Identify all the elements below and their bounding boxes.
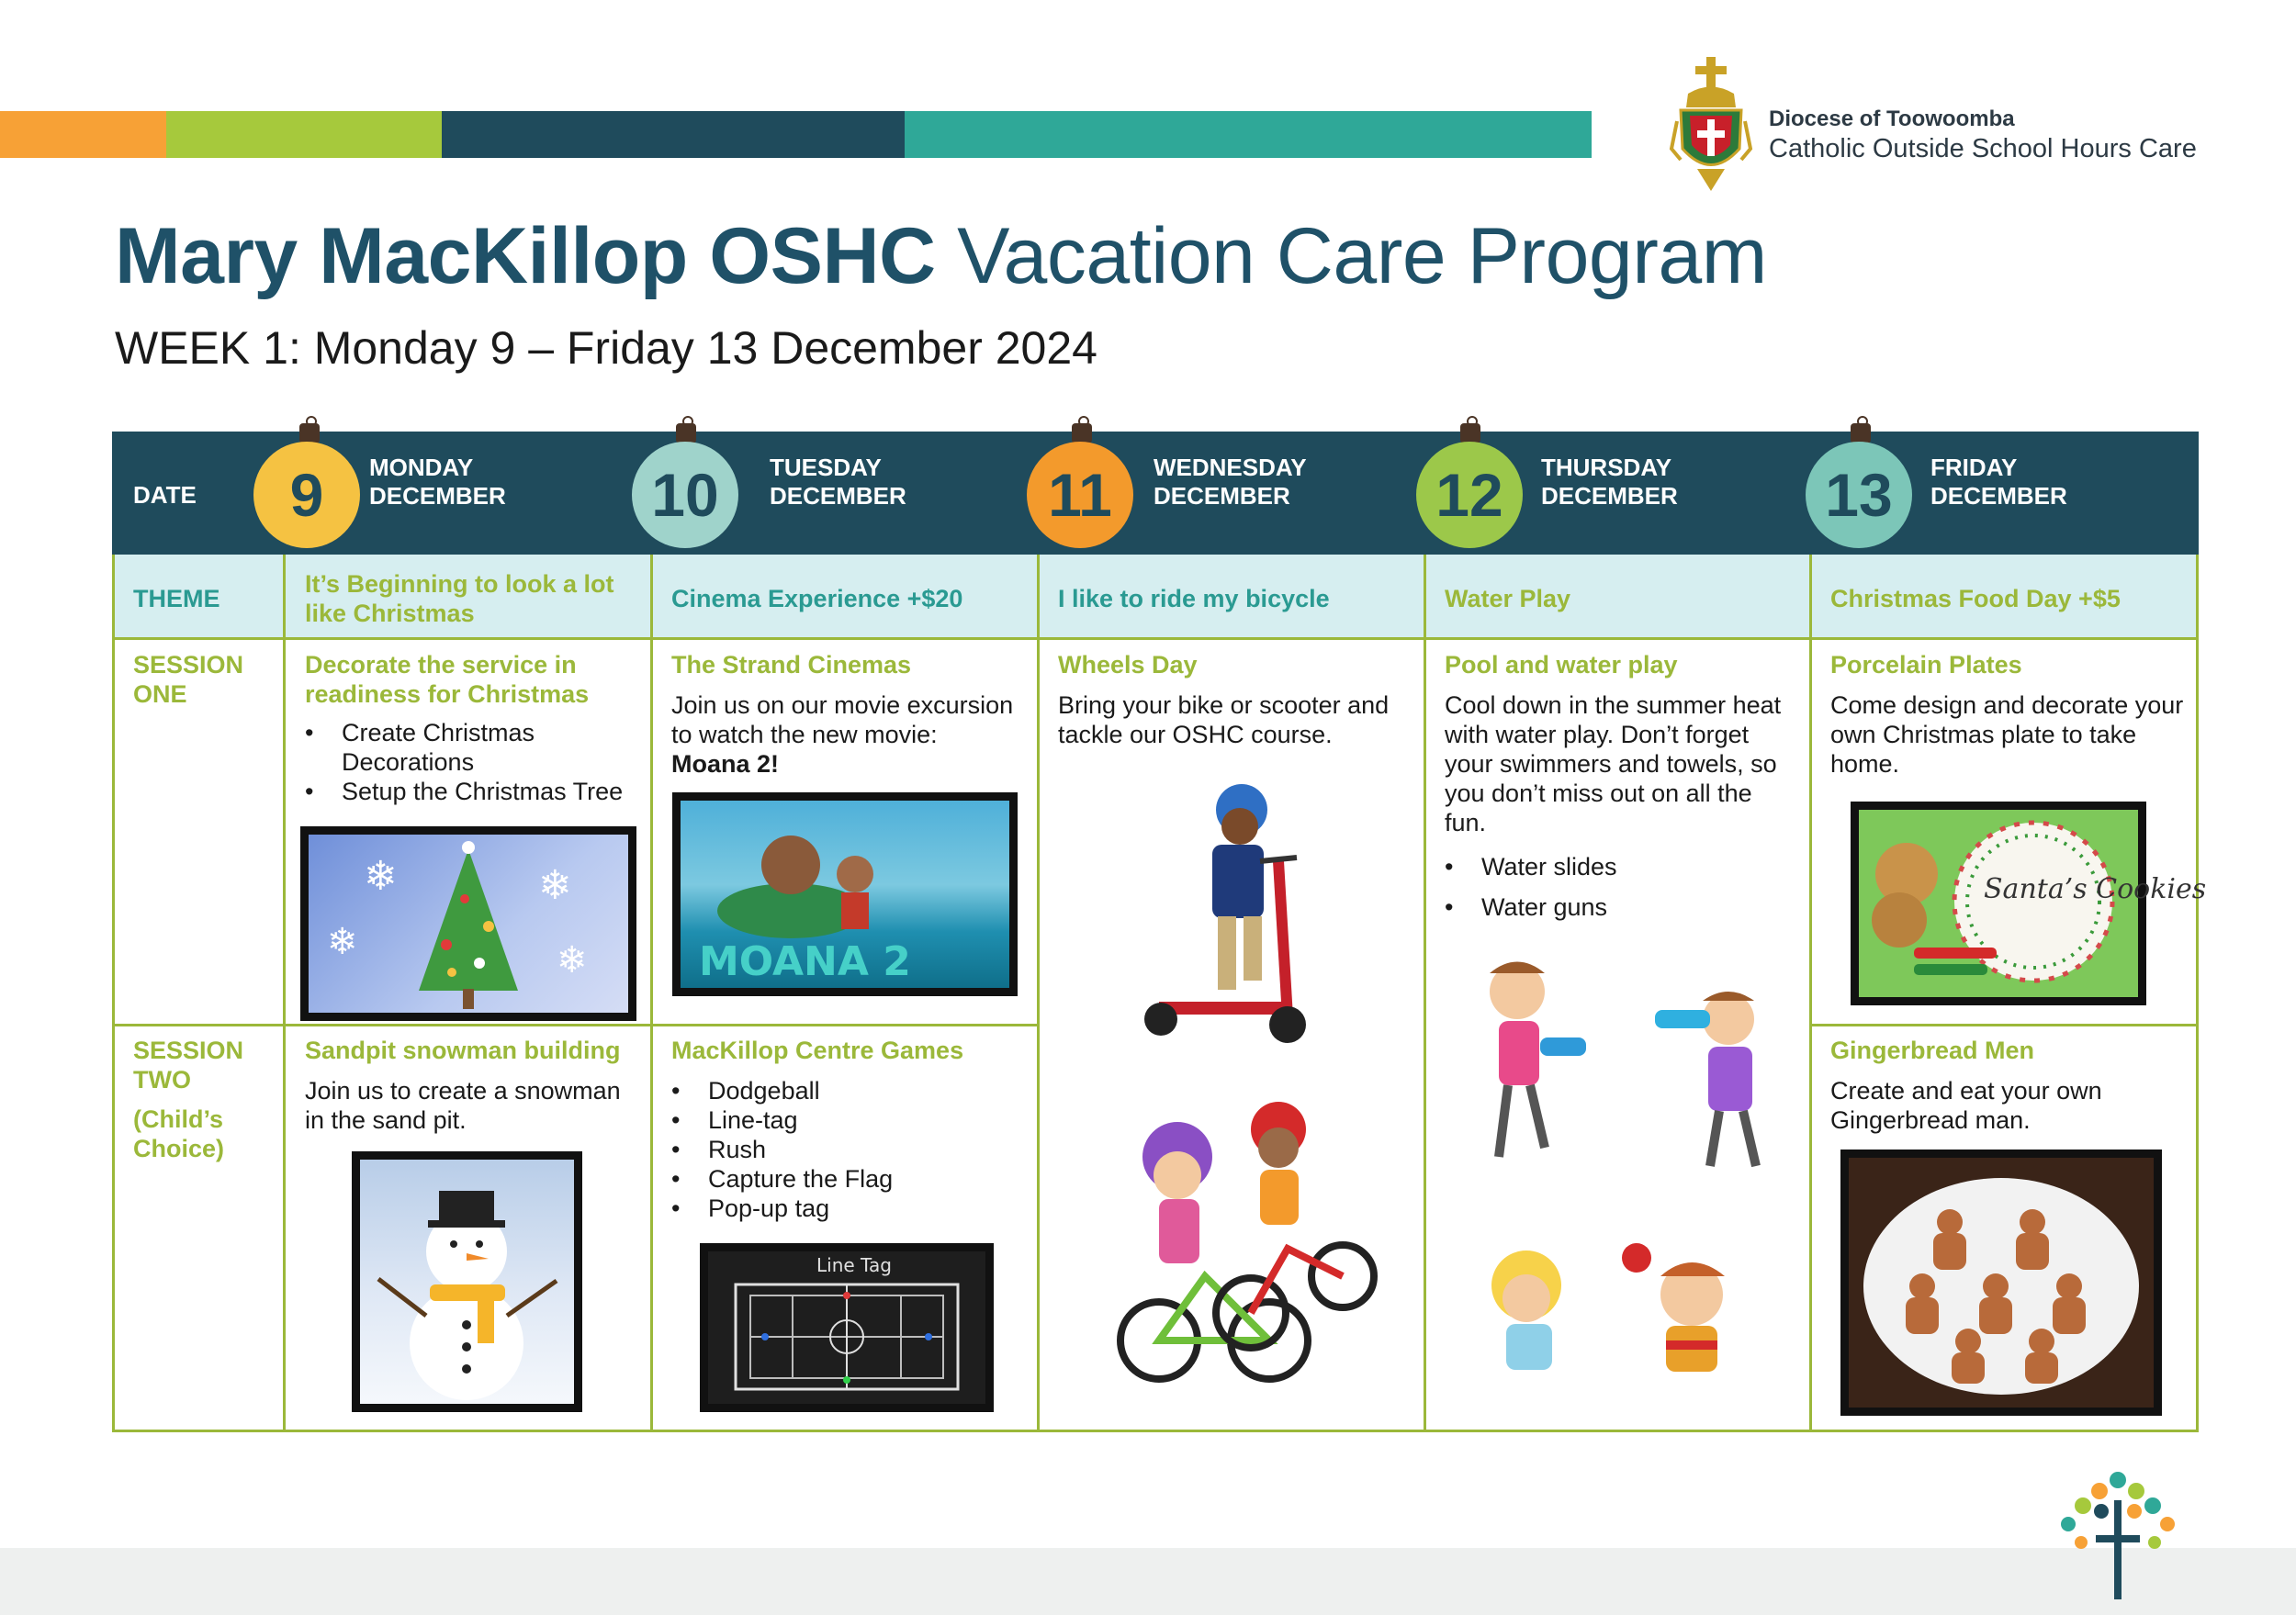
grid-line — [112, 637, 2199, 640]
theme-wednesday: I like to ride my bicycle — [1058, 585, 1330, 612]
month-name: DECEMBER — [1930, 482, 2067, 510]
grid-line — [1037, 555, 1040, 1432]
diagram-title: Line Tag — [816, 1254, 892, 1276]
day-name: MONDAY — [369, 454, 474, 481]
christmas-tree-photo — [300, 826, 636, 1021]
grid-line — [112, 555, 115, 1432]
day-name: THURSDAY — [1541, 454, 1672, 481]
grid-line — [112, 1430, 2199, 1432]
month-name: DECEMBER — [369, 482, 506, 510]
monday-session-two-text: Join us to create a snowman in the sand pit. — [305, 1077, 621, 1134]
title-light: Vacation Care Program — [957, 212, 1767, 300]
day-number-9: 9 — [253, 442, 360, 548]
grid-line — [1424, 555, 1426, 1432]
day-name: FRIDAY — [1930, 454, 2018, 481]
grid-line — [650, 555, 653, 1432]
snowman-photo — [352, 1151, 582, 1412]
top-color-bar — [0, 111, 1592, 158]
list-item: • Capture the Flag — [671, 1164, 1011, 1194]
bauble-cap-icon — [299, 423, 320, 443]
org-line-2: Catholic Outside School Hours Care — [1769, 134, 2197, 163]
theme-monday: It’s Beginning to look a lot like Christmas — [305, 570, 614, 627]
thursday-session-one-heading: Pool and water play — [1445, 651, 1678, 679]
session-two-label: SESSION TWO — [133, 1037, 244, 1093]
list-item: • Pop-up tag — [671, 1194, 1011, 1223]
page-title — [115, 211, 1767, 302]
movie-title: Moana 2! — [671, 750, 780, 778]
monday-session-one-heading: Decorate the service in readiness for Christmas — [305, 651, 590, 708]
bar-dark-teal — [442, 111, 905, 158]
kids-on-bicycles-illustration — [1086, 1093, 1379, 1386]
month-name: DECEMBER — [1541, 482, 1678, 510]
program-table — [112, 432, 2207, 1432]
title-bold: Mary MacKillop OSHC — [115, 212, 936, 300]
moana-poster-text: MOANA 2 — [699, 938, 911, 985]
monday-session-one-list — [305, 718, 636, 806]
monday-header — [369, 454, 506, 510]
day-number-11: 11 — [1027, 442, 1133, 548]
plate-text: Santa’s Cookies — [1984, 873, 2207, 905]
list-item: • Line-tag — [671, 1105, 1011, 1135]
session-two-sublabel: (Child’s Choice) — [133, 1105, 225, 1162]
thursday-header — [1541, 454, 1678, 510]
friday-session-two-text: Create and eat your own Gingerbread man. — [1830, 1077, 2102, 1134]
svg-text:❄: ❄ — [538, 862, 572, 909]
diocese-crest-logo — [1670, 57, 1752, 193]
list-item: • Dodgeball — [671, 1076, 1011, 1105]
thursday-session-one-list — [1445, 847, 1775, 927]
friday-session-one-heading: Porcelain Plates — [1830, 651, 2022, 679]
footer-band — [0, 1548, 2296, 1615]
tuesday-session-two-list — [671, 1076, 1011, 1223]
wednesday-header — [1154, 454, 1307, 510]
session-one-label: SESSION ONE — [133, 651, 244, 708]
grid-line — [1809, 1024, 2199, 1026]
org-line-1: Diocese of Toowoomba — [1769, 107, 2015, 131]
svg-text:❄: ❄ — [364, 853, 398, 900]
wednesday-session-one-heading: Wheels Day — [1058, 651, 1198, 679]
theme-label: THEME — [133, 585, 220, 612]
kids-water-balloon-illustration — [1453, 1221, 1802, 1405]
organisation-name — [1769, 107, 2197, 164]
friday-header — [1930, 454, 2067, 510]
moana-2-poster — [672, 792, 1018, 996]
svg-text:❄: ❄ — [327, 921, 358, 963]
gingerbread-men-photo — [1840, 1150, 2162, 1416]
month-name: DECEMBER — [770, 482, 906, 510]
theme-tuesday: Cinema Experience +$20 — [671, 585, 963, 612]
date-label: DATE — [133, 481, 197, 509]
grid-line — [283, 555, 286, 1432]
grid-line — [1809, 555, 1812, 1432]
day-name: WEDNESDAY — [1154, 454, 1307, 481]
monday-session-two-heading: Sandpit snowman building — [305, 1037, 621, 1064]
friday-session-two-heading: Gingerbread Men — [1830, 1037, 2035, 1064]
bar-orange — [0, 111, 166, 158]
day-name: TUESDAY — [770, 454, 882, 481]
boy-on-scooter-illustration — [1122, 779, 1324, 1054]
tuesday-session-two-heading: MacKillop Centre Games — [671, 1037, 964, 1064]
grid-line — [2196, 555, 2199, 1432]
tuesday-session-one-heading: The Strand Cinemas — [671, 651, 912, 679]
tuesday-session-one-text — [671, 690, 1025, 779]
bauble-cap-icon — [676, 423, 696, 443]
list-item: • Water slides — [1445, 847, 1775, 887]
bauble-cap-icon — [1072, 423, 1092, 443]
bar-lime — [166, 111, 442, 158]
theme-friday: Christmas Food Day +$5 — [1830, 585, 2121, 612]
wednesday-session-one-text: Bring your bike or scooter and tackle our OSHC course. — [1058, 691, 1390, 748]
bar-teal — [905, 111, 1592, 158]
line-tag-diagram — [700, 1243, 994, 1412]
bauble-cap-icon — [1460, 423, 1480, 443]
day-number-13: 13 — [1806, 442, 1912, 548]
friday-session-one-text: Come design and decorate your own Christmas plate to take home. — [1830, 691, 2184, 778]
santas-cookies-plate-photo — [1851, 802, 2207, 1005]
list-item: • Setup the Christmas Tree — [305, 777, 636, 806]
movie-text: Join us on our movie excursion to watch the new movie: — [671, 691, 1014, 748]
bauble-cap-icon — [1851, 423, 1871, 443]
week-subtitle: WEEK 1: Monday 9 – Friday 13 December 2024 — [115, 322, 1097, 374]
month-name: DECEMBER — [1154, 482, 1290, 510]
list-item: • Rush — [671, 1135, 1011, 1164]
kids-water-guns-illustration — [1453, 955, 1802, 1175]
thursday-session-one-text: Cool down in the summer heat with water play. Don’t forget your swimmers and towels, so you don’t miss out on all the fun. — [1445, 691, 1782, 836]
svg-text:❄: ❄ — [557, 939, 588, 981]
day-number-10: 10 — [632, 442, 738, 548]
tuesday-header — [770, 454, 906, 510]
theme-thursday: Water Play — [1445, 585, 1571, 612]
tree-cross-logo — [2050, 1464, 2188, 1601]
list-item: • Create Christmas Decorations — [305, 718, 636, 777]
day-number-12: 12 — [1416, 442, 1523, 548]
list-item: • Water guns — [1445, 887, 1775, 927]
grid-line — [112, 1024, 1040, 1026]
